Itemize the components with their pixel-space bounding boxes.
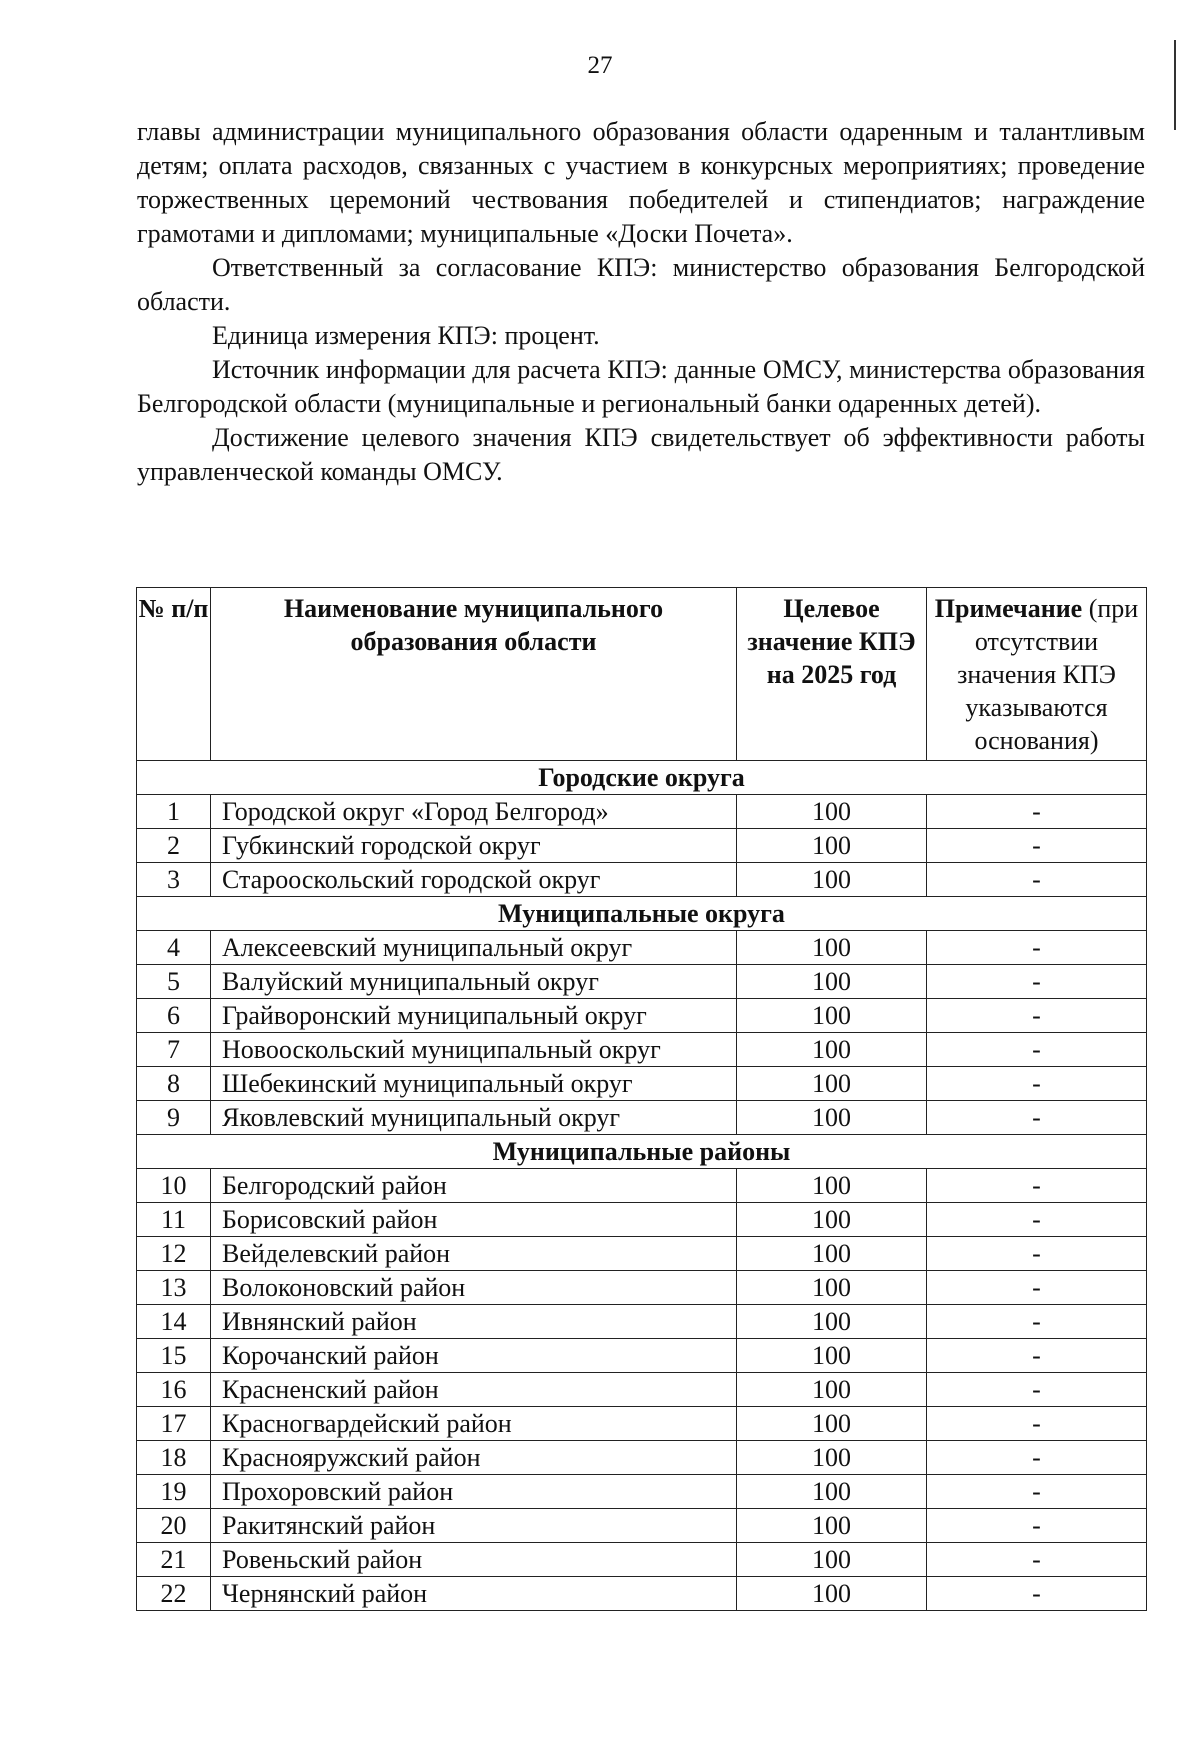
row-value: 100 — [737, 1169, 927, 1203]
row-num: 8 — [137, 1067, 211, 1101]
row-name: Корочанский район — [211, 1339, 737, 1373]
row-note: - — [927, 1339, 1147, 1373]
group-title: Муниципальные районы — [137, 1135, 1147, 1169]
row-note: - — [927, 1067, 1147, 1101]
header-note — [927, 588, 1147, 761]
row-note: - — [927, 795, 1147, 829]
table-row — [137, 1475, 1147, 1509]
row-name: Валуйский муниципальный округ — [211, 965, 737, 999]
row-name: Ракитянский район — [211, 1509, 737, 1543]
row-value: 100 — [737, 1305, 927, 1339]
row-value: 100 — [737, 1203, 927, 1237]
row-num: 20 — [137, 1509, 211, 1543]
table-row — [137, 1407, 1147, 1441]
row-name: Грайворонский муниципальный округ — [211, 999, 737, 1033]
table-row — [137, 1509, 1147, 1543]
row-value: 100 — [737, 1339, 927, 1373]
row-value: 100 — [737, 863, 927, 897]
table-row — [137, 1237, 1147, 1271]
row-num: 7 — [137, 1033, 211, 1067]
row-note: - — [927, 1169, 1147, 1203]
row-value: 100 — [737, 1441, 927, 1475]
row-name: Краснояружский район — [211, 1441, 737, 1475]
group-title: Городские округа — [137, 761, 1147, 795]
row-value: 100 — [737, 1509, 927, 1543]
table-row — [137, 1271, 1147, 1305]
row-num: 10 — [137, 1169, 211, 1203]
row-note: - — [927, 1101, 1147, 1135]
row-note: - — [927, 1577, 1147, 1611]
row-num: 12 — [137, 1237, 211, 1271]
row-value: 100 — [737, 795, 927, 829]
paragraph-unit: Единица измерения КПЭ: процент. — [212, 321, 600, 350]
paragraph-responsible: Ответственный за согласование КПЭ: министерство образования Белгородской области. — [137, 253, 1145, 316]
row-name: Городской округ «Город Белгород» — [211, 795, 737, 829]
group-title: Муниципальные округа — [137, 897, 1147, 931]
row-num: 22 — [137, 1577, 211, 1611]
kpe-table — [136, 587, 1147, 1611]
row-note: - — [927, 1271, 1147, 1305]
row-name: Ровеньский район — [211, 1543, 737, 1577]
row-name: Волоконовский район — [211, 1271, 737, 1305]
table-body — [137, 761, 1147, 1611]
header-num: № п/п — [137, 588, 211, 761]
row-value: 100 — [737, 1067, 927, 1101]
row-value: 100 — [737, 1033, 927, 1067]
row-name: Красногвардейский район — [211, 1407, 737, 1441]
row-note: - — [927, 863, 1147, 897]
row-value: 100 — [737, 829, 927, 863]
row-note: - — [927, 1543, 1147, 1577]
row-note: - — [927, 999, 1147, 1033]
row-num: 2 — [137, 829, 211, 863]
row-name: Губкинский городской округ — [211, 829, 737, 863]
page-number: 27 — [587, 52, 613, 79]
group-header-row — [137, 897, 1147, 931]
row-value: 100 — [737, 999, 927, 1033]
row-value: 100 — [737, 1101, 927, 1135]
row-value: 100 — [737, 1407, 927, 1441]
row-num: 19 — [137, 1475, 211, 1509]
row-num: 4 — [137, 931, 211, 965]
row-note: - — [927, 931, 1147, 965]
table-row — [137, 1305, 1147, 1339]
row-name: Вейделевский район — [211, 1237, 737, 1271]
row-num: 14 — [137, 1305, 211, 1339]
row-num: 13 — [137, 1271, 211, 1305]
row-num: 18 — [137, 1441, 211, 1475]
table-row — [137, 829, 1147, 863]
table-header — [137, 588, 1147, 761]
paragraph-source: Источник информации для расчета КПЭ: данные ОМСУ, министерства образования Белгородской области (муниципальные и региональный банки одаренных детей). — [137, 355, 1145, 418]
row-note: - — [927, 1237, 1147, 1271]
row-name: Яковлевский муниципальный округ — [211, 1101, 737, 1135]
table-row — [137, 1067, 1147, 1101]
table-row — [137, 999, 1147, 1033]
row-num: 15 — [137, 1339, 211, 1373]
table-row — [137, 931, 1147, 965]
row-note: - — [927, 1305, 1147, 1339]
table-row — [137, 1441, 1147, 1475]
row-value: 100 — [737, 1475, 927, 1509]
row-value: 100 — [737, 1237, 927, 1271]
row-name: Прохоровский район — [211, 1475, 737, 1509]
body-text — [137, 115, 1145, 489]
row-note: - — [927, 1509, 1147, 1543]
row-name: Белгородский район — [211, 1169, 737, 1203]
header-name: Наименование муниципального образования области — [211, 588, 737, 761]
table-row — [137, 965, 1147, 999]
table-row — [137, 1033, 1147, 1067]
row-note: - — [927, 1373, 1147, 1407]
row-value: 100 — [737, 1271, 927, 1305]
row-num: 9 — [137, 1101, 211, 1135]
row-name: Новооскольский муниципальный округ — [211, 1033, 737, 1067]
table-row — [137, 795, 1147, 829]
row-note: - — [927, 965, 1147, 999]
row-value: 100 — [737, 965, 927, 999]
table-row — [137, 1169, 1147, 1203]
row-num: 16 — [137, 1373, 211, 1407]
row-num: 5 — [137, 965, 211, 999]
row-name: Шебекинский муниципальный округ — [211, 1067, 737, 1101]
table-row — [137, 1543, 1147, 1577]
row-name: Красненский район — [211, 1373, 737, 1407]
table-row — [137, 1373, 1147, 1407]
row-name: Борисовский район — [211, 1203, 737, 1237]
row-num: 17 — [137, 1407, 211, 1441]
group-header-row — [137, 1135, 1147, 1169]
row-value: 100 — [737, 1543, 927, 1577]
table-row — [137, 1203, 1147, 1237]
header-note-rest: (при отсутствии значения КПЭ указываются основания) — [957, 594, 1139, 755]
row-name: Алексеевский муниципальный округ — [211, 931, 737, 965]
row-value: 100 — [737, 1577, 927, 1611]
row-num: 11 — [137, 1203, 211, 1237]
row-note: - — [927, 1203, 1147, 1237]
table-row — [137, 863, 1147, 897]
row-name: Ивнянский район — [211, 1305, 737, 1339]
row-num: 21 — [137, 1543, 211, 1577]
table-row — [137, 1101, 1147, 1135]
paragraph-achievement: Достижение целевого значения КПЭ свидетельствует об эффективности работы управленческой команды ОМСУ. — [137, 423, 1145, 486]
row-name: Старооскольский городской округ — [211, 863, 737, 897]
row-num: 6 — [137, 999, 211, 1033]
row-note: - — [927, 1033, 1147, 1067]
row-note: - — [927, 1441, 1147, 1475]
row-value: 100 — [737, 931, 927, 965]
table-row — [137, 1577, 1147, 1611]
paragraph-continuation: главы администрации муниципального образования области одаренным и талантливым детям; оплата расходов, связанных с участием в конкурсных мероприятиях; проведение торжественных церемоний чествования победителей и стипендиатов; награждение грамотами и дипломами; муниципальные «Доски Почета». — [137, 117, 1145, 248]
row-note: - — [927, 1407, 1147, 1441]
row-value: 100 — [737, 1373, 927, 1407]
row-note: - — [927, 829, 1147, 863]
table-row — [137, 1339, 1147, 1373]
row-num: 1 — [137, 795, 211, 829]
row-num: 3 — [137, 863, 211, 897]
header-note-title: Примечание — [934, 594, 1083, 623]
group-header-row — [137, 761, 1147, 795]
header-value: Целевое значение КПЭ на 2025 год — [737, 588, 927, 761]
row-note: - — [927, 1475, 1147, 1509]
row-name: Чернянский район — [211, 1577, 737, 1611]
